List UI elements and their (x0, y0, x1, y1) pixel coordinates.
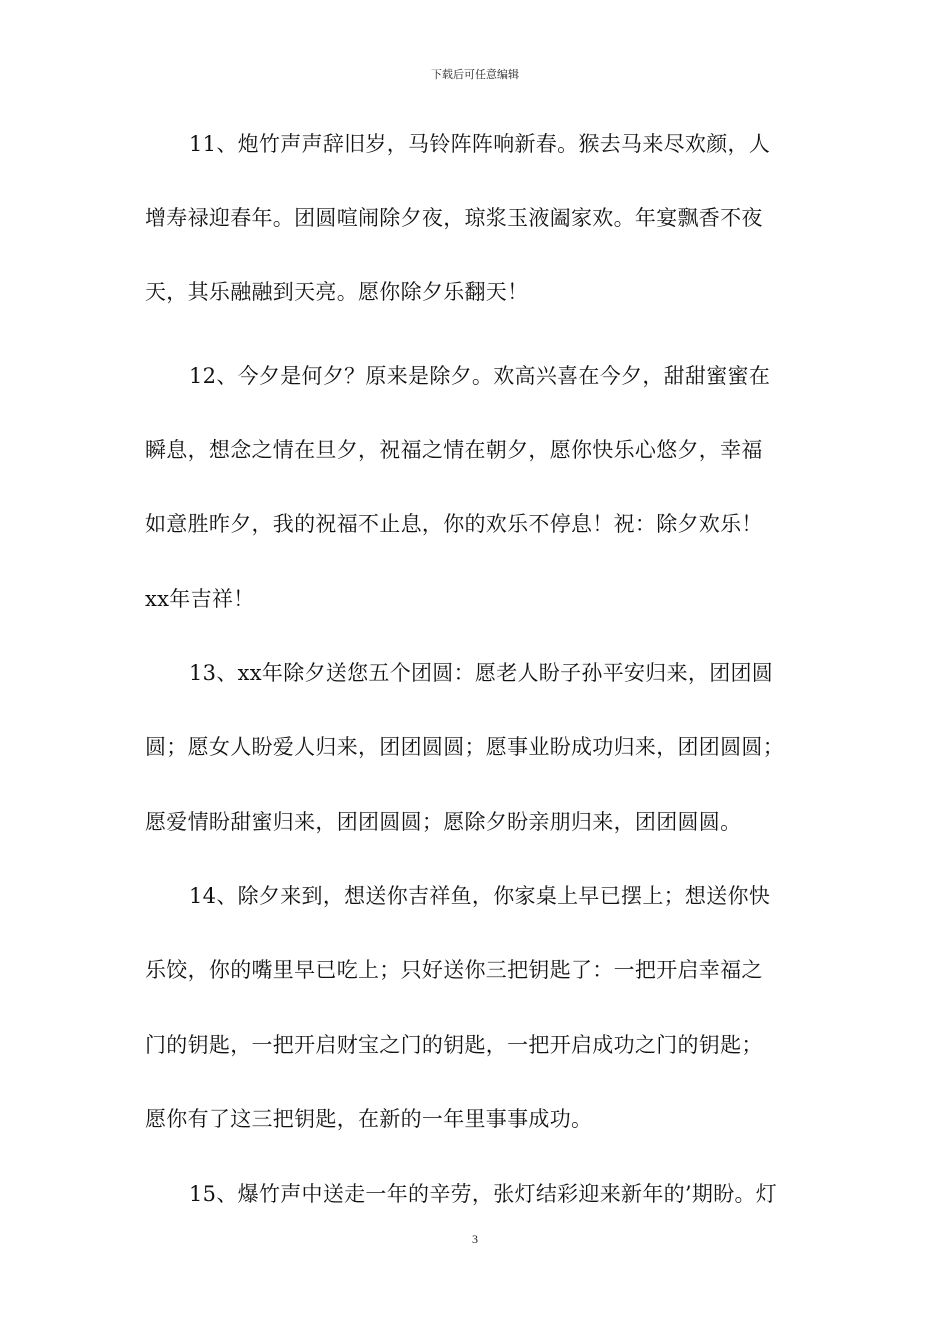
paragraph-14-line-4: 愿你有了这三把钥匙，在新的一年里事事成功。 (145, 1107, 593, 1131)
paragraph-11-line-2: 增寿禄迎春年。团圆喧闹除夕夜，琼浆玉液阖家欢。年宴飘香不夜 (145, 206, 763, 230)
page-number: 3 (472, 1232, 478, 1246)
paragraph-12-line-4: xx年吉祥！ (145, 587, 255, 611)
paragraph-13-line-2: 圆；愿女人盼爱人归来，团团圆圆；愿事业盼成功归来，团团圆圆； (145, 735, 784, 759)
paragraph-12-line-1: 12、今夕是何夕？原来是除夕。欢高兴喜在今夕，甜甜蜜蜜在 (189, 364, 771, 388)
paragraph-11-line-3: 天，其乐融融到天亮。愿你除夕乐翻天！ (145, 280, 529, 304)
page-header: 下载后可任意编辑 (431, 68, 519, 81)
paragraph-14-line-1: 14、除夕来到，想送你吉祥鱼，你家桌上早已摆上；想送你快 (189, 884, 771, 908)
paragraph-15-line-1: 15、爆竹声中送走一年的辛劳，张灯结彩迎来新年的’期盼。灯 (189, 1182, 778, 1206)
paragraph-14-line-2: 乐饺，你的嘴里早已吃上；只好送你三把钥匙了：一把开启幸福之 (145, 958, 763, 982)
paragraph-12-line-3: 如意胜昨夕，我的祝福不止息，你的欢乐不停息！祝：除夕欢乐！ (145, 512, 763, 536)
paragraph-11-line-1: 11、炮竹声声辞旧岁，马铃阵阵响新春。猴去马来尽欢颜，人 (189, 132, 771, 156)
paragraph-13-line-3: 愿爱情盼甜蜜归来，团团圆圆；愿除夕盼亲朋归来，团团圆圆。 (145, 810, 742, 834)
paragraph-14-line-3: 门的钥匙，一把开启财宝之门的钥匙，一把开启成功之门的钥匙； (145, 1033, 763, 1057)
paragraph-13-line-1: 13、xx年除夕送您五个团圆：愿老人盼子孙平安归来，团团圆 (189, 661, 774, 685)
paragraph-12-line-2: 瞬息，想念之情在旦夕，祝福之情在朝夕，愿你快乐心悠夕，幸福 (145, 438, 763, 462)
